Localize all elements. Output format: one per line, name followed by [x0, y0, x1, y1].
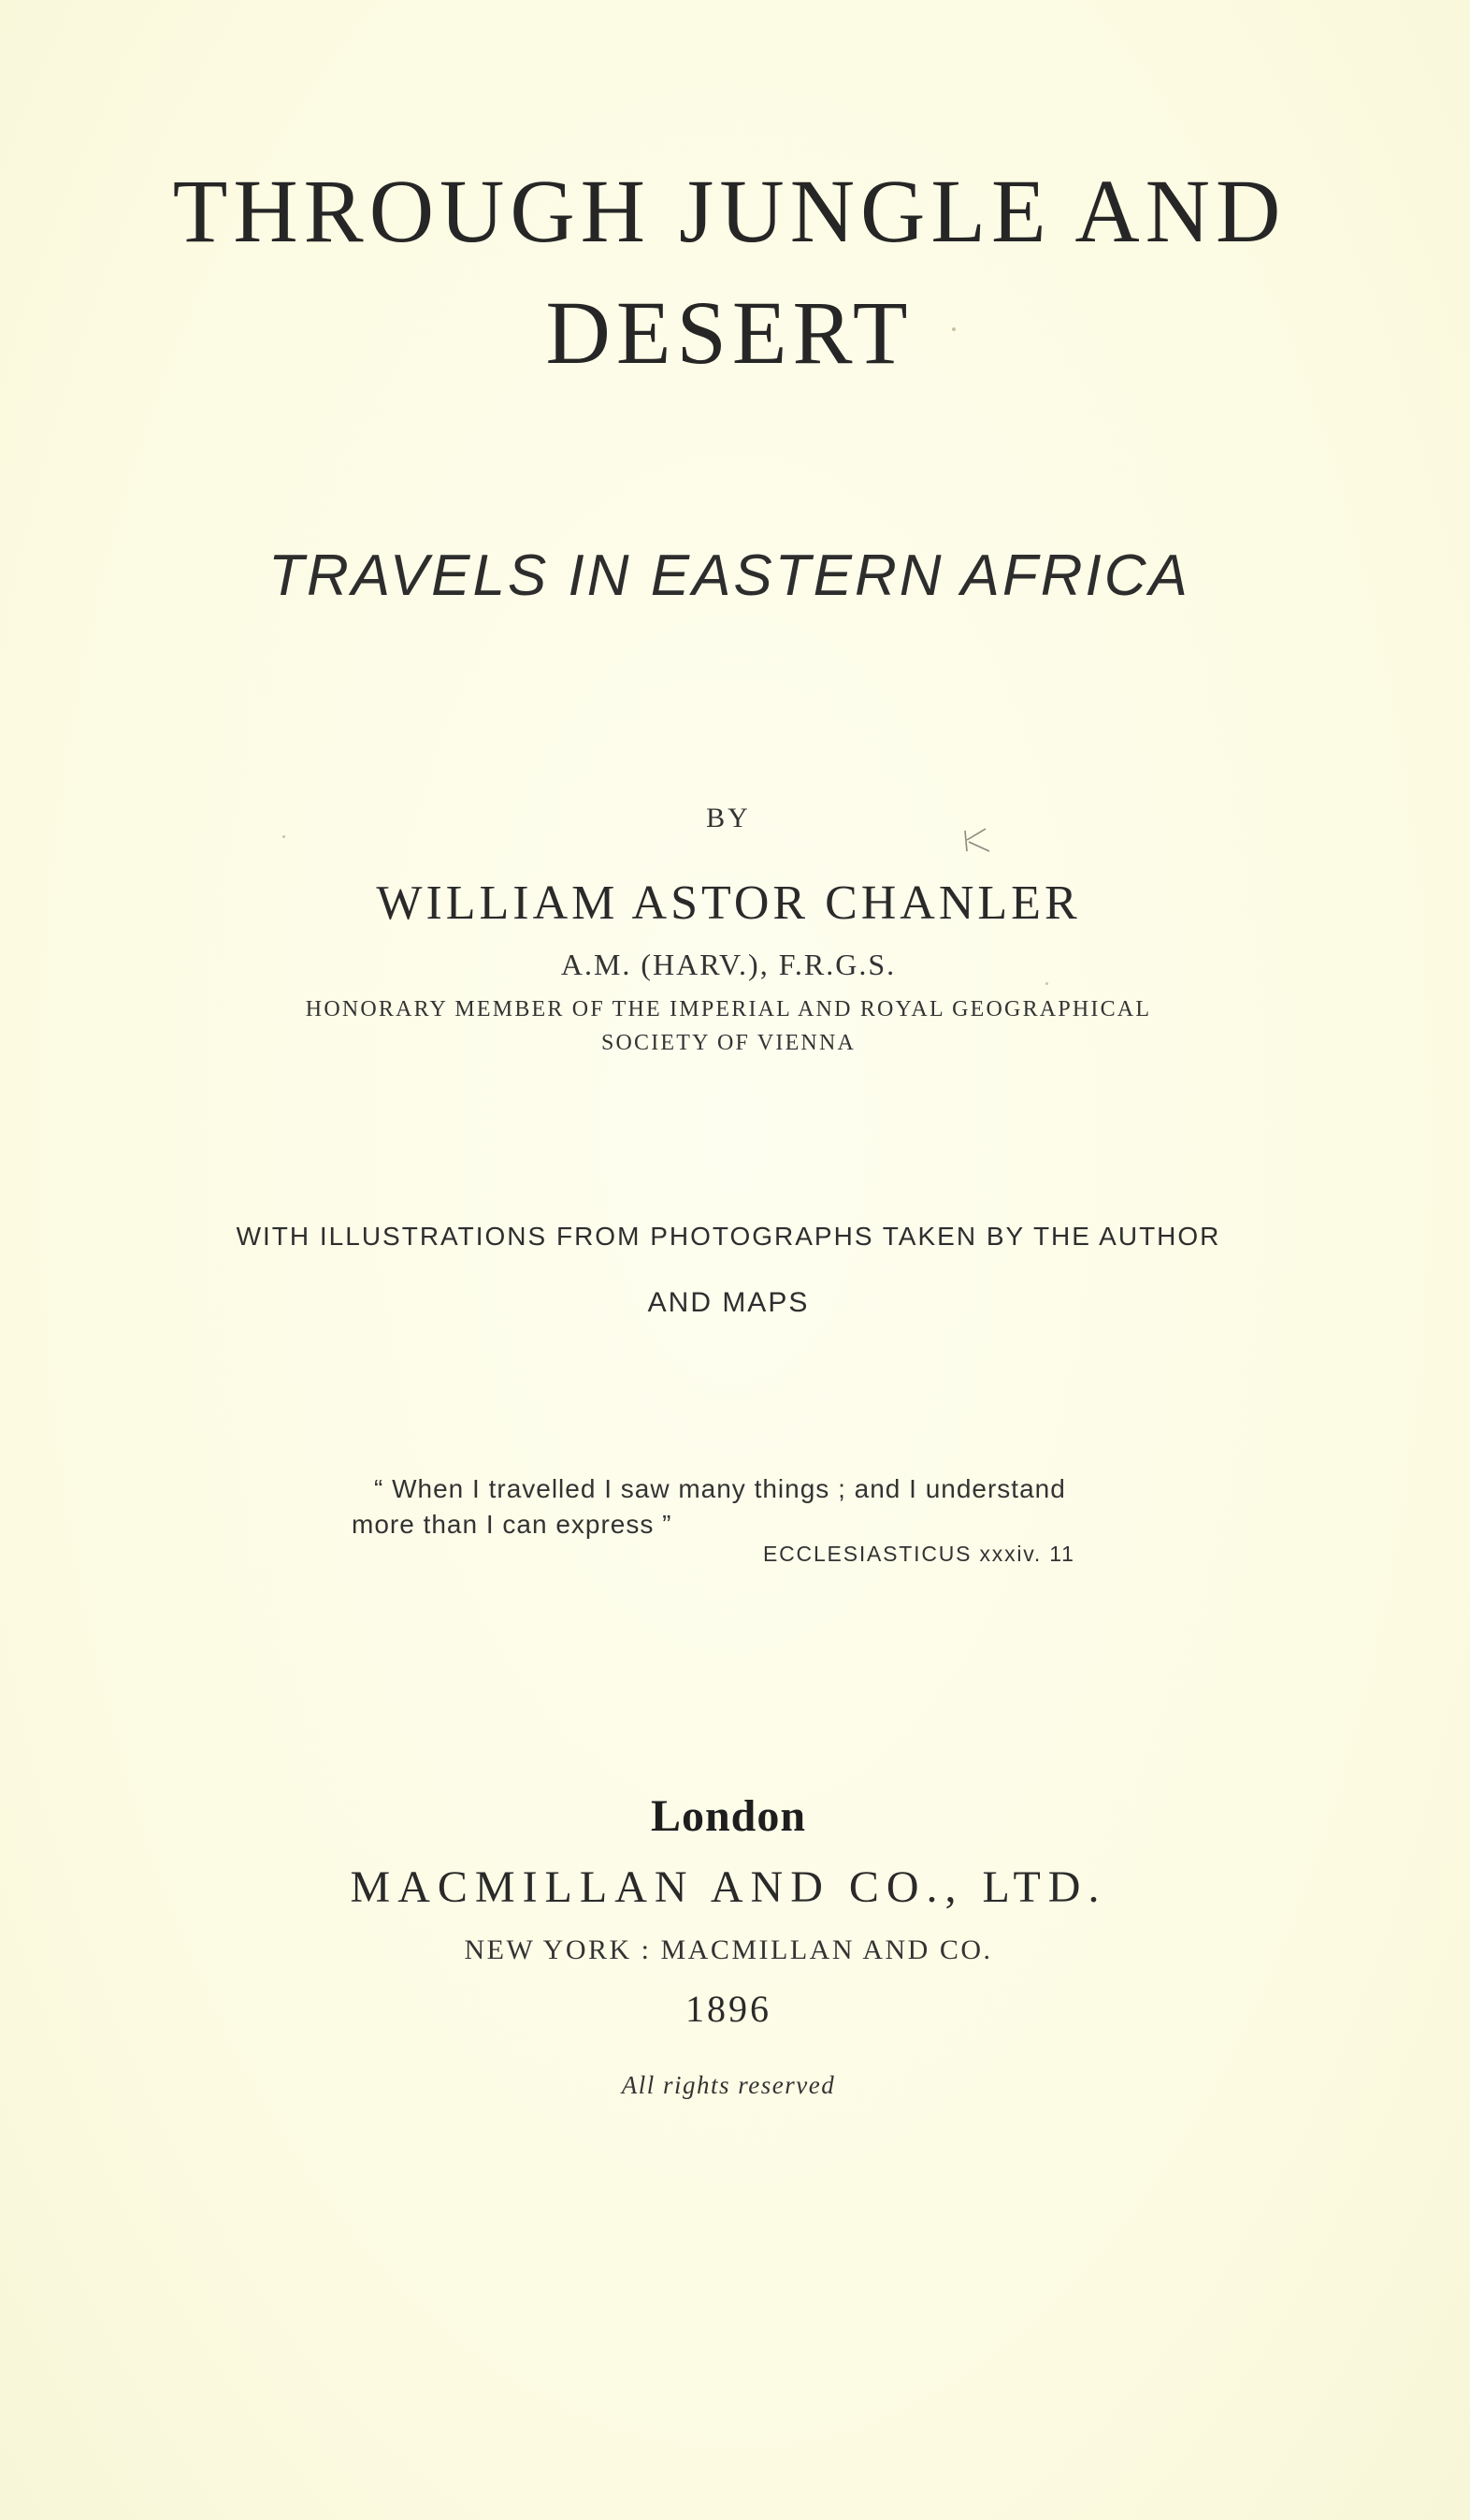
author-honorary-line-2: SOCIETY OF VIENNA — [600, 1031, 857, 1055]
author-degrees: A.M. (HARV.), F.R.G.S. — [560, 948, 897, 981]
illustrations-line-1: WITH ILLUSTRATIONS FROM PHOTOGRAPHS TAKEN BY THE AUTHOR — [236, 1222, 1221, 1251]
paper-speck — [282, 835, 285, 838]
author-honorary-line-1: HONORARY MEMBER OF THE IMPERIAL AND ROYAL GEOGRAPHICAL — [305, 997, 1152, 1021]
publisher-new-york: NEW YORK : MACMILLAN AND CO. — [464, 1934, 993, 1965]
book-subtitle: TRAVELS IN EASTERN AFRICA — [268, 543, 1190, 608]
paper-speck — [1045, 982, 1048, 985]
illustrations-line-2: AND MAPS — [647, 1287, 810, 1318]
pencil-mark-icon — [958, 827, 995, 855]
publisher-name: MACMILLAN AND CO., LTD. — [350, 1862, 1107, 1912]
paper-speck — [952, 327, 956, 331]
by-label: BY — [706, 803, 751, 833]
epigraph-line-1: “ When I travelled I saw many things ; and I understand — [374, 1474, 1066, 1503]
author-name: WILLIAM ASTOR CHANLER — [376, 876, 1081, 930]
publication-city: London — [650, 1791, 807, 1841]
epigraph-line-2: more than I can express ” — [352, 1510, 672, 1539]
rights-notice: All rights reserved — [621, 2071, 836, 2099]
book-title-line-2: DESERT — [545, 282, 914, 383]
book-title-line-1: THROUGH JUNGLE AND — [172, 161, 1287, 261]
epigraph-source: ECCLESIASTICUS xxxiv. 11 — [763, 1542, 1075, 1566]
publication-year: 1896 — [685, 1988, 771, 2030]
